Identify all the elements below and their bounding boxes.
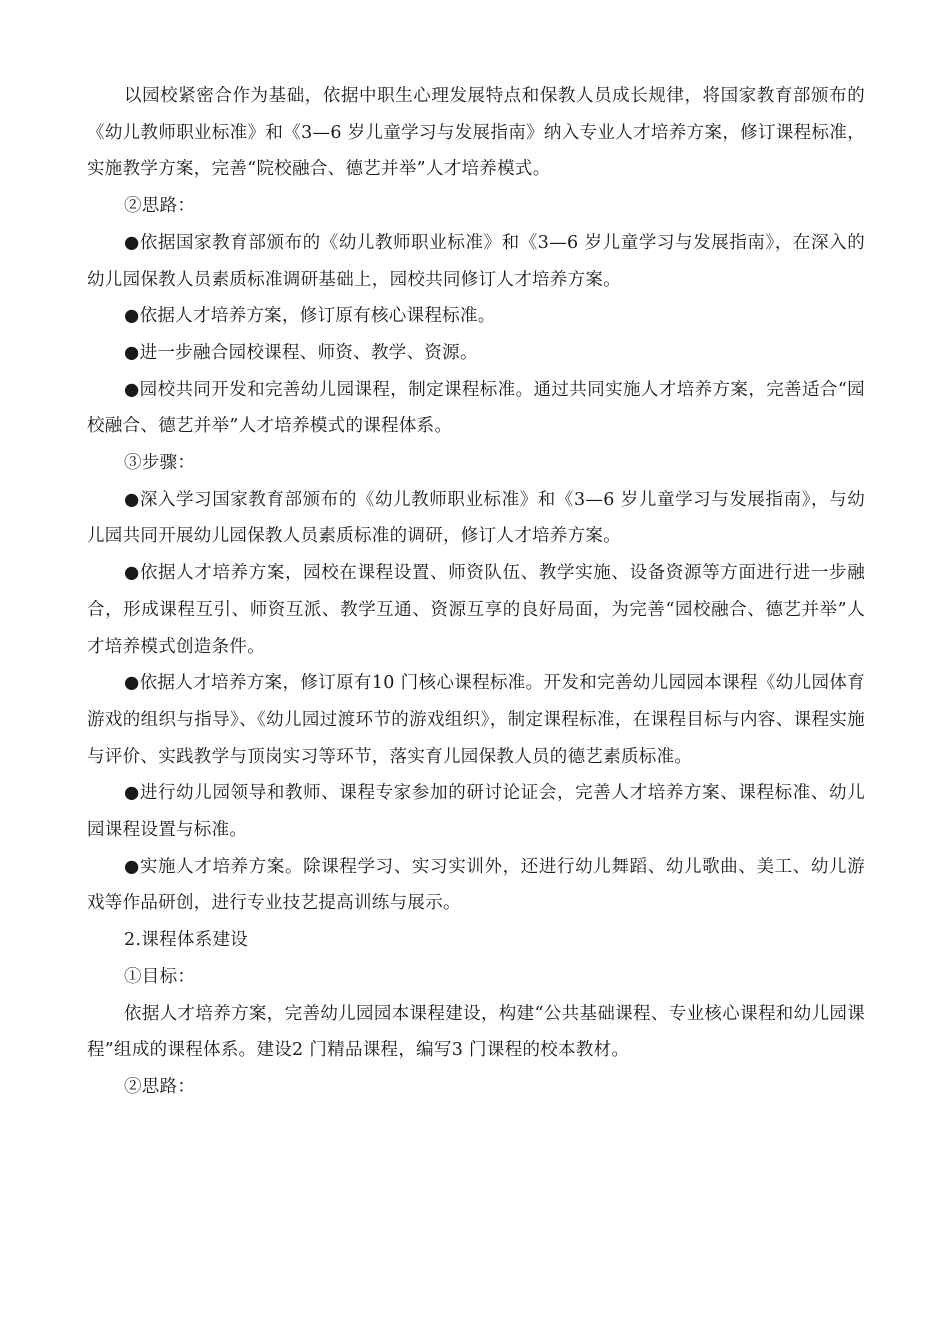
section-heading-curriculum-system: 2.课程体系建设 <box>124 930 249 951</box>
bullet-approach-1: ●依据国家教育部颁布的《幼儿教师职业标准》和《3—6 岁儿童学习与发展指南》，在深入的幼儿园保教人员素质标准调研基础上，园校共同修订人才培养方案。 <box>87 232 865 290</box>
paragraph-curriculum-goal: 依据人才培养方案，完善幼儿园园本课程建设，构建“公共基础课程、专业核心课程和幼儿园课程”组成的课程体系。建设2 门精品课程，编写3 门课程的校本教材。 <box>87 1003 865 1061</box>
bullet-step-5: ●实施人才培养方案。除课程学习、实习实训外，还进行幼儿舞蹈、幼儿歌曲、美工、幼儿游戏等作品研创，进行专业技艺提高训练与展示。 <box>87 856 865 914</box>
bullet-step-2: ●依据人才培养方案，园校在课程设置、师资队伍、教学实施、设备资源等方面进行进一步融合，形成课程互引、师资互派、教学互通、资源互享的良好局面，为完善“园校融合、德艺并举”人才培养模式创造条件。 <box>87 563 865 657</box>
bullet-approach-3: ●进一步融合园校课程、师资、教学、资源。 <box>124 342 478 363</box>
heading-steps: ③步骤： <box>124 453 196 474</box>
heading-goal: ①目标： <box>124 966 196 987</box>
heading-approach: ②思路： <box>124 196 196 217</box>
bullet-approach-4: ●园校共同开发和完善幼儿园课程，制定课程标准。通过共同实施人才培养方案，完善适合“园校融合、德艺并举”人才培养模式的课程体系。 <box>87 379 865 437</box>
document-body <box>87 78 865 1106</box>
bullet-approach-2: ●依据人才培养方案，修订原有核心课程标准。 <box>124 306 496 327</box>
heading-approach-2: ②思路： <box>124 1076 196 1097</box>
bullet-step-4: ●进行幼儿园领导和教师、课程专家参加的研讨论证会，完善人才培养方案、课程标准、幼儿园课程设置与标准。 <box>87 783 865 841</box>
bullet-step-3: ●依据人才培养方案，修订原有10 门核心课程标准。开发和完善幼儿园园本课程《幼儿园体育游戏的组织与指导》、《幼儿园过渡环节的游戏组织》，制定课程标准，在课程目标与内容、课程实施与评价、实践教学与顶岗实习等环节，落实育儿园保教人员的德艺素质标准。 <box>87 673 865 767</box>
bullet-step-1: ●深入学习国家教育部颁布的《幼儿教师职业标准》和《3—6 岁儿童学习与发展指南》，与幼儿园共同开展幼儿园保教人员素质标准的调研，修订人才培养方案。 <box>87 489 865 547</box>
paragraph-goal-body: 以园校紧密合作为基础，依据中职生心理发展特点和保教人员成长规律，将国家教育部颁布的《幼儿教师职业标准》和《3—6 岁儿童学习与发展指南》纳入专业人才培养方案，修订课程标准，实施教学方案，完善“院校融合、德艺并举”人才培养模式。 <box>87 86 865 180</box>
